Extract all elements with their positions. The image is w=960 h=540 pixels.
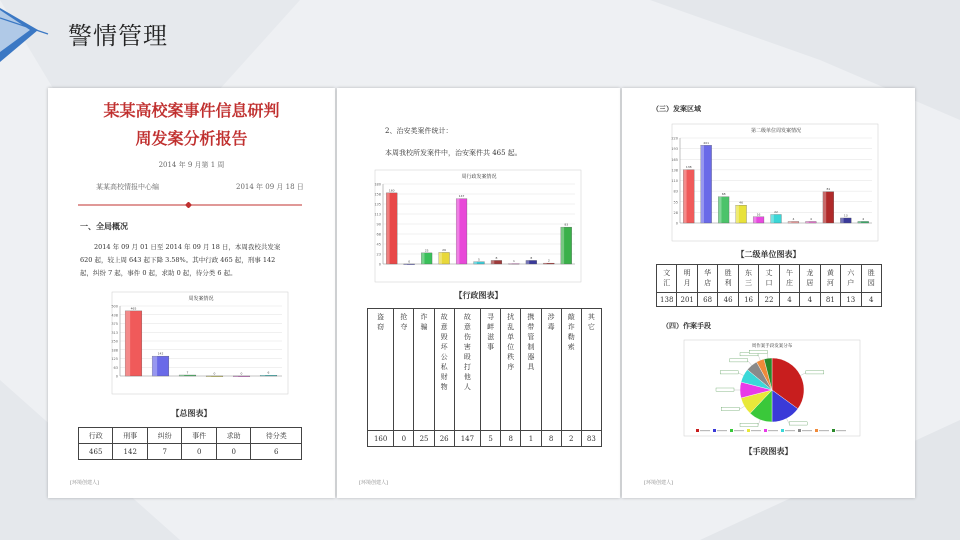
table-header-text: 寻衅滋事	[486, 313, 495, 353]
y-tick-label: 55	[673, 200, 678, 205]
y-tick-label: 138	[671, 168, 678, 173]
y-tick-label: 110	[671, 179, 678, 183]
table-cell: 13	[841, 293, 861, 307]
table-cell: 行政	[79, 428, 113, 444]
y-tick-label: 165	[671, 157, 678, 162]
page-footer: [环境创建人]	[359, 480, 388, 486]
table-cell: 6	[251, 444, 302, 460]
table-cell: 142	[113, 444, 147, 460]
data-label: 0	[240, 371, 243, 376]
report-title-line2: 周发案分析报告	[135, 129, 248, 148]
section-heading: 一、全局概况	[80, 221, 128, 231]
table-cell: 83	[581, 431, 601, 447]
data-label: 22	[774, 210, 778, 214]
table-cell: 465	[79, 444, 113, 460]
page-footer: [环境创建人]	[70, 480, 99, 486]
admin-bar-chart	[355, 166, 585, 286]
table-cell: 胜园	[861, 265, 881, 293]
data-label: 465	[130, 306, 137, 311]
report-page-2	[337, 88, 620, 498]
table-cell: 东三	[738, 265, 758, 293]
y-tick-label: 220	[671, 136, 678, 141]
slide-title: 警情管理	[68, 22, 168, 50]
table-cell	[501, 309, 521, 431]
data-label: 201	[703, 140, 710, 145]
data-label: 83	[564, 222, 569, 227]
data-label: 4	[809, 216, 812, 221]
report-page-1	[48, 88, 335, 498]
y-tick-label: 250	[111, 339, 118, 344]
table-cell	[414, 309, 434, 431]
y-tick-label: 113	[374, 212, 381, 217]
data-label: 1	[512, 259, 515, 264]
table-cell: 22	[759, 293, 779, 307]
y-tick-label: 68	[376, 232, 381, 237]
table-cell: 午庄	[779, 265, 799, 293]
table-cell: 六户	[841, 265, 861, 293]
legend-swatch	[730, 429, 733, 432]
y-tick-label: 63	[113, 365, 118, 370]
table-cell: 4	[800, 293, 820, 307]
y-tick-label: 375	[111, 322, 118, 326]
report-page-3	[622, 88, 915, 498]
y-tick-label: 500	[111, 304, 118, 309]
table-header-row	[79, 428, 302, 444]
means-chart-caption: 【手段图表】	[744, 446, 793, 456]
legend-swatch	[764, 429, 767, 432]
table-header-row	[368, 309, 602, 431]
table-cell	[454, 309, 480, 431]
y-tick-label: 180	[374, 182, 381, 187]
table-cell: 138	[657, 293, 677, 307]
table-cell	[481, 309, 501, 431]
data-label: 4	[862, 216, 865, 221]
unit-chart-caption: 【二级单位图表】	[736, 249, 801, 259]
table-cell	[394, 309, 414, 431]
y-tick-label: 83	[673, 189, 678, 194]
data-label: 147	[458, 194, 465, 199]
unit-bar-chart	[652, 120, 882, 245]
table-cell	[541, 309, 561, 431]
table-header-text: 扰乱单位秩序	[506, 313, 515, 373]
data-label: 0	[213, 371, 216, 376]
table-cell: 81	[820, 293, 840, 307]
y-tick-label: 0	[115, 374, 118, 379]
data-label: 4	[792, 216, 795, 221]
data-label: 7	[186, 370, 189, 375]
page-footer: [环境创建人]	[644, 480, 673, 486]
table-cell: 46	[718, 293, 738, 307]
area-section-heading: （三）发案区域	[652, 104, 701, 113]
y-tick-label: 125	[111, 357, 118, 361]
data-label: 6	[267, 370, 270, 375]
y-tick-label: 23	[376, 252, 381, 257]
table-cell: 8	[501, 431, 521, 447]
chart-title: 周行政发案情况	[461, 174, 497, 180]
total-table	[78, 427, 302, 460]
y-tick-label: 45	[376, 242, 381, 247]
table-cell: 纠纷	[147, 428, 181, 444]
table-cell: 4	[861, 293, 881, 307]
table-cell: 明月	[677, 265, 697, 293]
admin-chart-caption: 【行政图表】	[454, 290, 503, 300]
data-label: 25	[424, 248, 429, 253]
chart-title: 周发案情况	[188, 296, 214, 302]
legend-swatch	[798, 429, 801, 432]
table-cell: 0	[216, 444, 250, 460]
security-paragraph: 本周我校所发案件中，治安案件共 465 起。	[385, 149, 522, 157]
table-cell: 文汇	[657, 265, 677, 293]
total-bar-chart	[92, 288, 292, 398]
table-cell: 事件	[182, 428, 216, 444]
data-label: 8	[530, 255, 533, 260]
legend-swatch	[713, 429, 716, 432]
table-cell: 0	[182, 444, 216, 460]
table-header-text: 携带管制器具	[526, 313, 535, 373]
table-cell	[521, 309, 541, 431]
y-tick-label: 438	[111, 313, 118, 318]
means-section-heading: （四）作案手段	[662, 321, 711, 330]
y-tick-label: 135	[374, 202, 381, 207]
y-tick-label: 188	[111, 348, 118, 353]
y-tick-label: 0	[378, 262, 381, 267]
y-tick-label: 158	[374, 192, 381, 197]
report-divider	[78, 202, 302, 208]
table-cell: 25	[414, 431, 434, 447]
paragraph-line: 620 起，较上周 643 起下降 3.58%。其中行政 465 起，刑事 142	[80, 256, 276, 264]
data-label: 81	[826, 187, 831, 192]
table-cell: 待分类	[251, 428, 302, 444]
data-label: 46	[739, 200, 744, 205]
data-label: 2	[547, 258, 550, 263]
y-tick-label: 0	[675, 221, 678, 226]
table-cell: 5	[481, 431, 501, 447]
table-cell: 201	[677, 293, 697, 307]
data-label: 13	[843, 213, 848, 218]
table-header-text: 诈骗	[420, 313, 429, 333]
data-label: 138	[685, 165, 692, 170]
table-cell: 刑事	[113, 428, 147, 444]
data-label: 160	[388, 188, 395, 193]
chart-title: 第二级单位周发案情况	[750, 128, 802, 134]
table-cell: 胜利	[718, 265, 738, 293]
y-tick-label: 193	[671, 147, 678, 152]
data-label: 68	[721, 192, 726, 197]
table-header-text: 涉毒	[547, 313, 556, 333]
table-cell: 丈口	[759, 265, 779, 293]
chart-title: 周作案手段发案分布	[751, 344, 793, 349]
report-issue: 2014 年 9 月第 1 周	[158, 161, 225, 169]
table-cell: 4	[779, 293, 799, 307]
legend-swatch	[815, 429, 818, 432]
admin-table	[367, 308, 602, 447]
y-tick-label: 313	[111, 330, 118, 335]
data-label: 8	[495, 255, 498, 260]
table-value-row	[79, 444, 302, 460]
table-cell: 华店	[697, 265, 717, 293]
table-cell	[434, 309, 454, 431]
data-label: 0	[408, 259, 411, 264]
table-header-row	[657, 265, 882, 293]
table-cell	[581, 309, 601, 431]
table-cell: 求助	[216, 428, 250, 444]
unit-table	[656, 264, 882, 307]
table-cell: 147	[454, 431, 480, 447]
table-header-text: 其它	[587, 313, 596, 333]
data-label: 5	[478, 257, 480, 262]
table-cell: 1	[521, 431, 541, 447]
table-cell: 龙居	[800, 265, 820, 293]
table-header-text: 故意毁坏公私财物	[440, 313, 449, 393]
table-header-text: 盗窃	[376, 313, 385, 333]
data-label: 142	[157, 351, 164, 356]
means-pie-chart	[682, 338, 862, 438]
data-label: 26	[442, 247, 447, 252]
table-cell: 8	[541, 431, 561, 447]
table-cell	[368, 309, 394, 431]
table-value-row	[657, 293, 882, 307]
table-cell: 0	[394, 431, 414, 447]
paragraph-line: 起，纠纷 7 起，事件 0 起，求助 0 起，待分类 6 起。	[80, 269, 237, 277]
data-label: 16	[756, 212, 761, 217]
legend-swatch	[747, 429, 750, 432]
table-cell	[561, 309, 581, 431]
legend-swatch	[832, 429, 835, 432]
report-date: 2014 年 09 月 18 日	[236, 183, 304, 191]
table-cell: 2	[561, 431, 581, 447]
table-cell: 26	[434, 431, 454, 447]
table-header-text: 故意伤害殴打他人	[463, 313, 472, 393]
overview-paragraph	[80, 241, 334, 280]
security-subheading: 2、治安类案件统计：	[385, 127, 453, 135]
y-tick-label: 28	[673, 210, 678, 215]
report-org: 某某高校情报中心编	[96, 183, 159, 191]
table-cell: 黄河	[820, 265, 840, 293]
report-title-line1: 某某高校案事件信息研判	[103, 101, 280, 120]
table-cell: 68	[697, 293, 717, 307]
table-header-text: 抢夺	[399, 313, 408, 333]
paragraph-line: 2014 年 09 月 01 日至 2014 年 09 月 18 日，本周我校共发案	[94, 243, 281, 251]
y-tick-label: 90	[376, 222, 381, 227]
table-cell: 160	[368, 431, 394, 447]
table-header-text: 敲诈勒索	[567, 313, 576, 353]
total-chart-caption: 【总图表】	[171, 408, 212, 418]
legend-swatch	[696, 429, 699, 432]
table-cell: 16	[738, 293, 758, 307]
table-cell: 7	[147, 444, 181, 460]
legend-swatch	[781, 429, 784, 432]
table-value-row	[368, 431, 602, 447]
